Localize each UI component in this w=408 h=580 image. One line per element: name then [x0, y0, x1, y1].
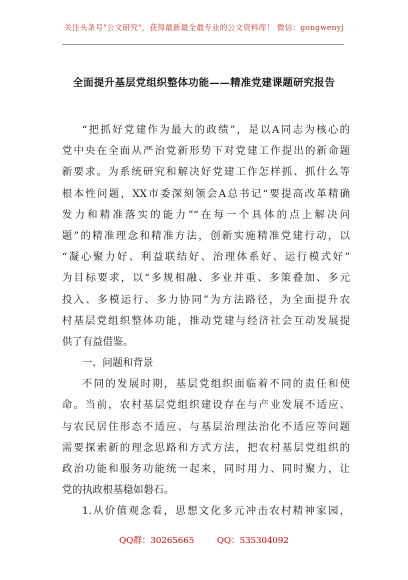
body-line: 发力和精准落实的能力”“在每一个具体的点上解决问 — [62, 209, 350, 221]
body-line: 供了有益借鉴。 — [62, 336, 134, 348]
body-line: 党的执政根基稳如磐石。 — [62, 485, 175, 497]
body-line: 村基层党组织整体功能，推动党建与经济社会互动发展提 — [62, 315, 350, 327]
body-line: 不同的发展时期，基层党组织面临着不同的责任和使 — [82, 379, 350, 391]
body-line: 投入、多模运行、多力协同”为方法路径，为全面提升农 — [62, 294, 350, 306]
body-line: 命。当前，农村基层党组织建设存在与产业发展不适应、 — [62, 400, 350, 412]
section-heading: 一、问题和背景 — [82, 358, 154, 370]
footer-qq-group: QQ群：30265665 — [119, 536, 195, 546]
header-banner: 关注头条号"公文研究"，获得最新最全最专业的公文资料库！ 微信：gongwenyj — [64, 23, 344, 32]
body-line: 为目标要求，以“多规相融、多业并重、多策叠加、多元 — [62, 273, 350, 285]
body-line: “凝心聚力好、利益联结好、治理体系好、运行模式好” — [62, 252, 350, 264]
header-divider — [62, 44, 344, 45]
footer-qq: QQ：535304092 — [216, 536, 289, 546]
body-line: 1.从价值观念看，思想文化多元冲击农村精神家园， — [82, 506, 350, 518]
footer-contact — [100, 534, 308, 546]
body-line: “把抓好党建作为最大的政绩”，是以A同志为核心的 — [82, 125, 350, 136]
body-line: 需要探索新的理念思路和方式方法，把农村基层党组织的 — [62, 442, 350, 454]
body-line: 与农民居住形态不适应、与基层治理法治化不适应等问题 — [62, 421, 350, 433]
body-line: 题”的精准理念和精准方法，创新实施精准党建行动，以 — [62, 230, 350, 242]
document-body — [62, 120, 350, 523]
body-line: 新要求。为系统研究和解决好党建工作怎样抓、抓什么等 — [62, 167, 350, 179]
body-line: 根本性问题，XX市委深刻领会A总书记“要提高改革精确 — [62, 188, 350, 200]
body-line: 党中央在全面从严治党新形势下对党建工作提出的新命题 — [62, 146, 350, 158]
document-title: 全面提升基层党组织整体功能——精准党建课题研究报告 — [72, 77, 336, 89]
body-line: 政治功能和服务功能统一起来，同时用力、同时聚力，让 — [62, 464, 350, 475]
